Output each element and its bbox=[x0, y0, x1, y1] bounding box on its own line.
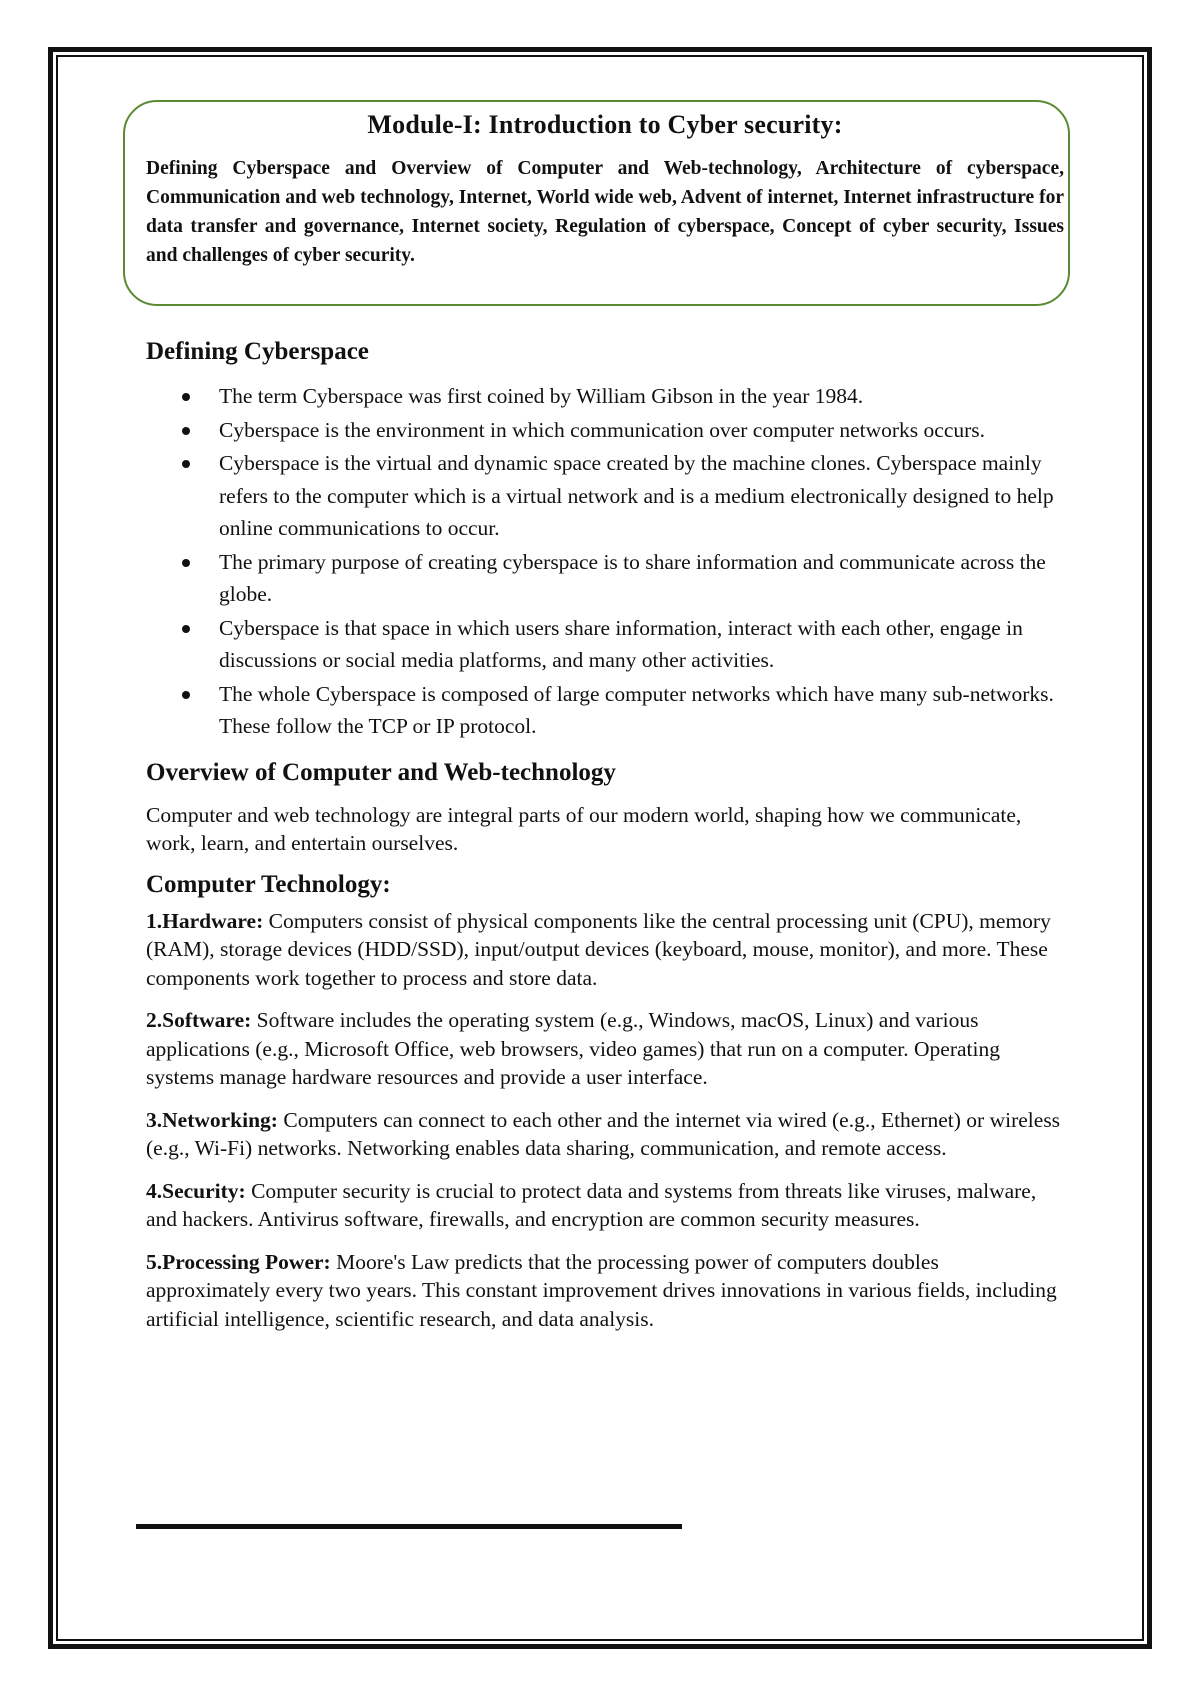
item-text: Computers can connect to each other and the internet via wired (e.g., Ethernet) or wireless (e.g., Wi-Fi) networks. Networking enables data sharing, communication, and remote access. bbox=[146, 1107, 1061, 1160]
document-body bbox=[146, 338, 1066, 1347]
list-item bbox=[219, 414, 1066, 447]
bullet-text: Cyberspace is the environment in which communication over computer networks occurs. bbox=[219, 417, 986, 442]
section-heading-overview: Overview of Computer and Web-technology bbox=[146, 758, 616, 786]
computer-tech-item-hardware bbox=[146, 907, 1066, 993]
footer-rule bbox=[136, 1524, 682, 1529]
item-text: Computer security is crucial to protect data and systems from threats like viruses, malware, and hackers. Antivirus software, firewalls, and encryption are common security measures. bbox=[146, 1178, 1037, 1231]
item-label: 4.Security: bbox=[146, 1178, 246, 1203]
list-item bbox=[219, 678, 1066, 743]
item-label: 3.Networking: bbox=[146, 1107, 278, 1132]
bullet-text: The primary purpose of creating cyberspace is to share information and communicate across the globe. bbox=[219, 549, 1046, 606]
module-description: Defining Cyberspace and Overview of Computer and Web-technology, Architecture of cyberspace, Communication and web technology, Internet, World wide web, Advent of internet, Internet infrastructure for data transfer and governance, Internet society, Regulation of cyberspace, Concept of cyber security, Issues and challenges of cyber security. bbox=[146, 158, 1064, 266]
computer-tech-item-processing-power bbox=[146, 1248, 1066, 1334]
bullet-text: The whole Cyberspace is composed of large computer networks which have many sub-networks. These follow the TCP or IP protocol. bbox=[219, 681, 1054, 738]
module-title: Module-I: Introduction to Cyber security: bbox=[367, 110, 843, 139]
item-label: 1.Hardware: bbox=[146, 908, 264, 933]
bullet-icon bbox=[182, 691, 190, 699]
item-text: Software includes the operating system (e.g., Windows, macOS, Linux) and various applications (e.g., Microsoft Office, web browsers, video games) that run on a computer. Operating systems manage hardware resources and provide a user interface. bbox=[146, 1008, 1000, 1089]
section-heading-defining-cyberspace: Defining Cyberspace bbox=[146, 338, 369, 365]
item-text: Moore's Law predicts that the processing power of computers doubles approximately every two years. This constant improvement drives innovations in various fields, including artificial intelligence, scientific research, and data analysis. bbox=[146, 1249, 1057, 1331]
item-text: Computers consist of physical components like the central processing unit (CPU), memory (RAM), storage devices (HDD/SSD), input/output devices (keyboard, mouse, monitor), and more. These components work together to process and store data. bbox=[146, 908, 1051, 990]
section-heading-computer-technology: Computer Technology: bbox=[146, 870, 391, 898]
list-item bbox=[219, 380, 1066, 413]
list-item bbox=[219, 447, 1066, 545]
computer-tech-item-software bbox=[146, 1006, 1066, 1092]
item-label: 5.Processing Power: bbox=[146, 1249, 331, 1274]
bullet-icon bbox=[182, 460, 190, 468]
bullet-icon bbox=[182, 393, 190, 401]
bullet-text: Cyberspace is that space in which users share information, interact with each other, engage in discussions or social media platforms, and many other activities. bbox=[219, 615, 1023, 672]
bullet-text: The term Cyberspace was first coined by William Gibson in the year 1984. bbox=[219, 384, 864, 408]
computer-tech-item-networking bbox=[146, 1106, 1066, 1163]
bullet-text: Cyberspace is the virtual and dynamic space created by the machine clones. Cyberspace mainly refers to the computer which is a virtual network and is a medium electronically designed to help online communications to occur. bbox=[219, 451, 1054, 540]
list-item bbox=[219, 546, 1066, 611]
list-item bbox=[219, 612, 1066, 677]
defining-bullet-list bbox=[146, 380, 1066, 743]
bullet-icon bbox=[182, 427, 190, 435]
module-summary-box bbox=[123, 100, 1070, 306]
bullet-icon bbox=[182, 625, 190, 633]
item-label: 2.Software: bbox=[146, 1008, 252, 1032]
overview-paragraph: Computer and web technology are integral parts of our modern world, shaping how we communicate, work, learn, and entertain ourselves. bbox=[146, 802, 1022, 855]
computer-tech-item-security bbox=[146, 1177, 1066, 1234]
bullet-icon bbox=[182, 559, 190, 567]
